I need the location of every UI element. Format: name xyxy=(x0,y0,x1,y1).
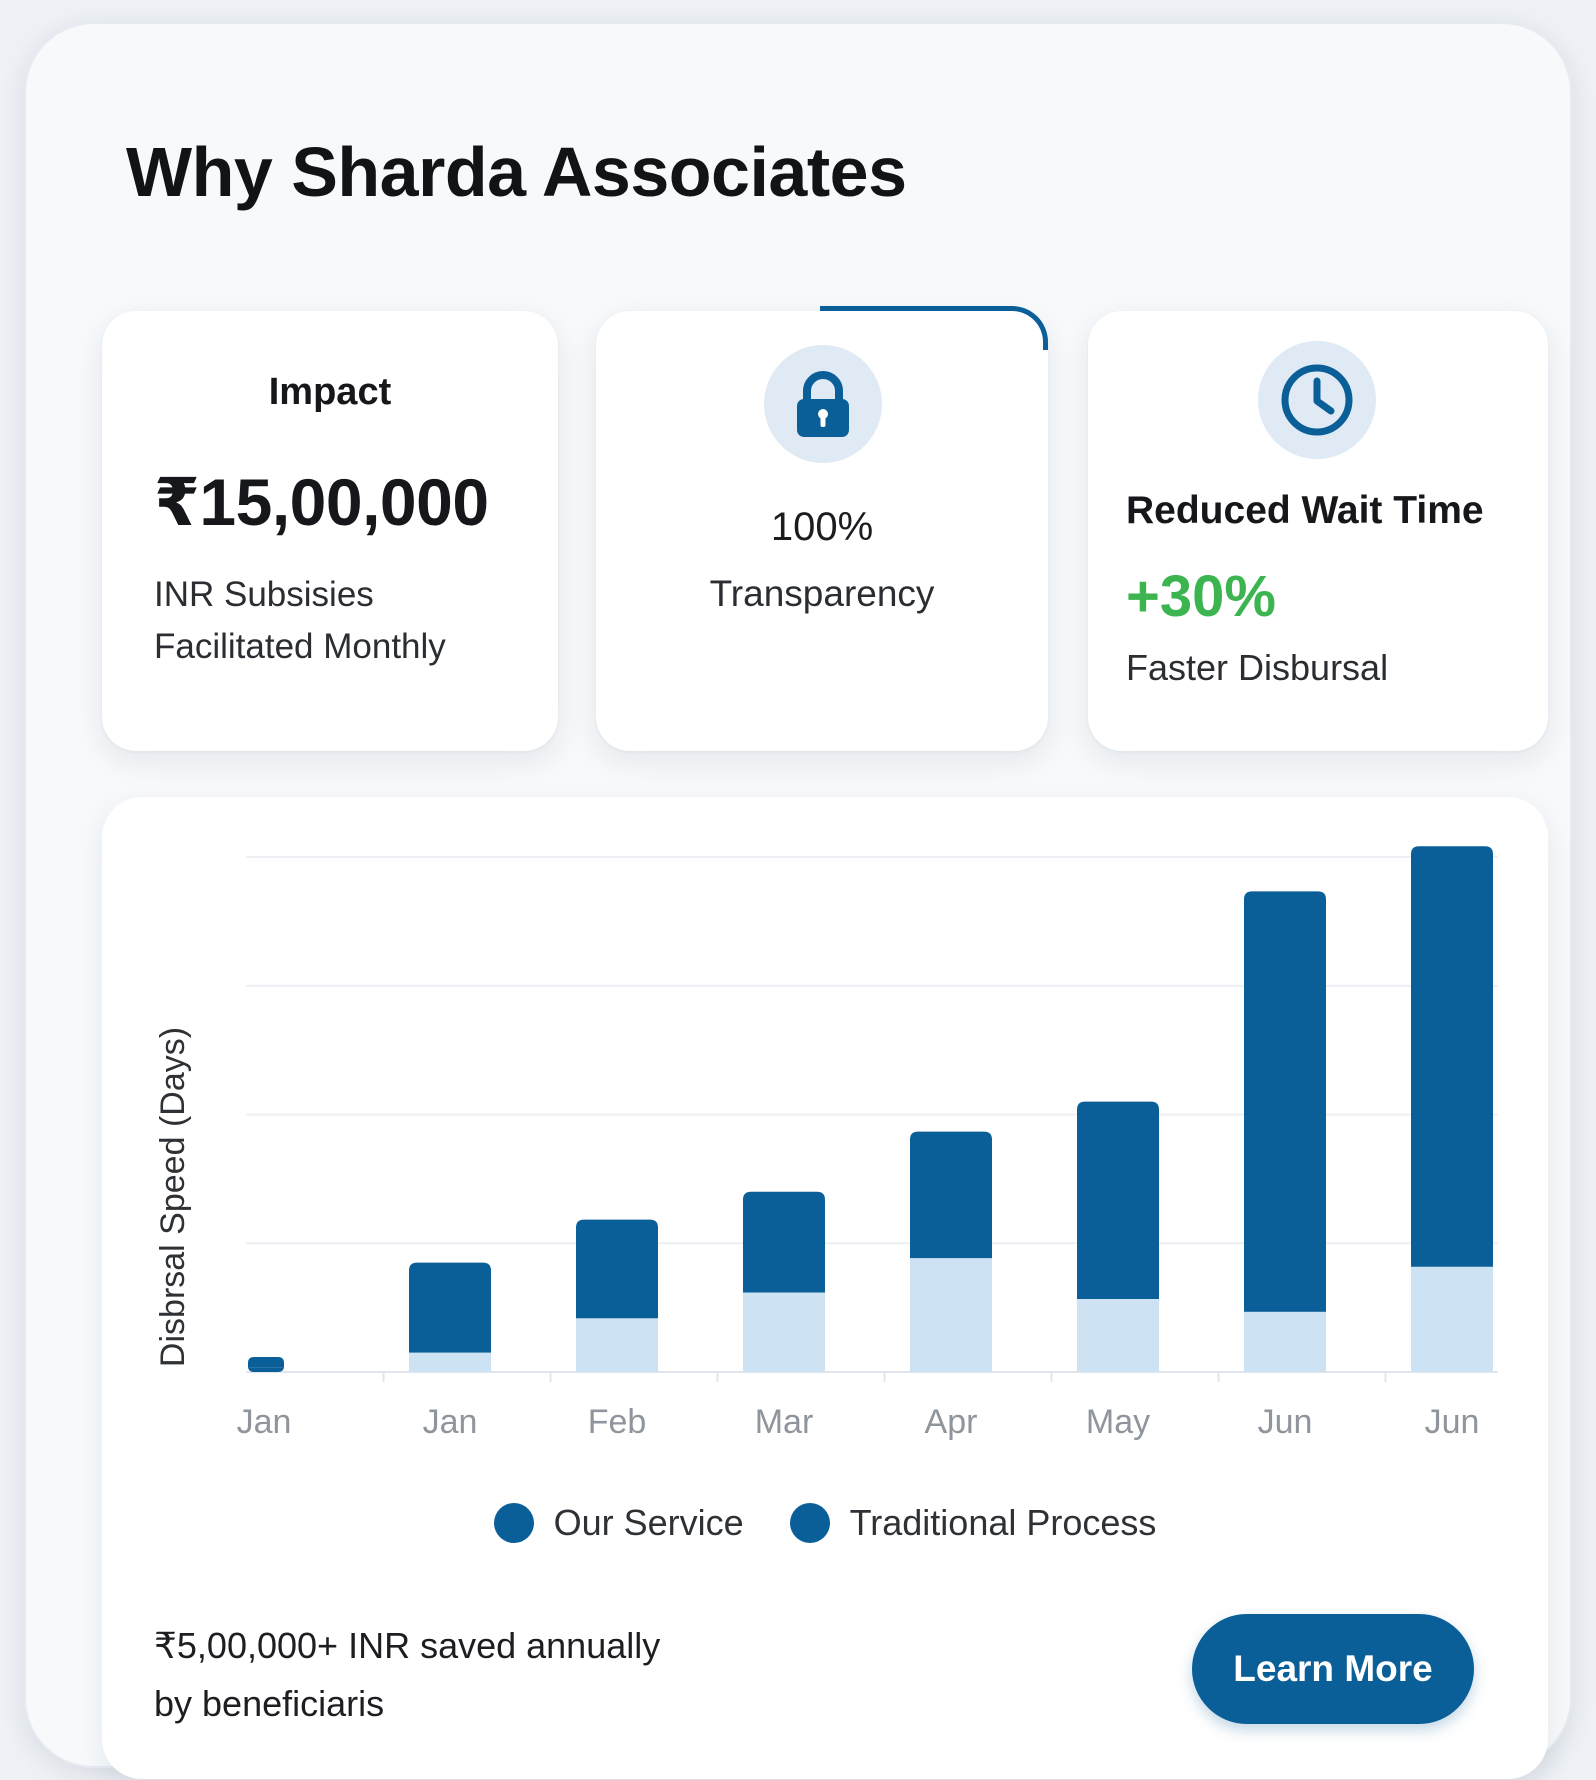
legend-dot-our-service xyxy=(494,1503,534,1543)
y-axis-label: Disbrsal Speed (Days) xyxy=(154,1026,192,1368)
impact-title: Impact xyxy=(268,371,392,413)
bar-traditional-process xyxy=(743,1192,825,1293)
x-tick-label: Jun xyxy=(1424,1403,1480,1441)
transparency-label: Transparency xyxy=(709,573,935,614)
bar-traditional-process xyxy=(1244,891,1326,1312)
bar-our-service xyxy=(910,1258,992,1372)
bar-traditional-process xyxy=(1411,846,1493,1267)
bar-traditional-process xyxy=(409,1263,491,1353)
transparency-card xyxy=(596,311,1048,751)
bar-our-service xyxy=(1077,1299,1159,1372)
bar-our-service xyxy=(1244,1312,1326,1372)
bar-our-service xyxy=(1411,1267,1493,1372)
bar-our-service xyxy=(576,1318,658,1372)
bar-our-service xyxy=(743,1293,825,1372)
learn-more-button[interactable]: Learn More xyxy=(1192,1614,1474,1724)
legend-label-our-service: Our Service xyxy=(553,1502,744,1543)
impact-description xyxy=(154,569,534,673)
accent-arc xyxy=(820,306,1048,350)
legend-label-traditional-process: Traditional Process xyxy=(849,1502,1157,1543)
savings-note-line1: ₹5,00,000+ INR saved annually xyxy=(154,1625,661,1666)
legend-dot-traditional-process xyxy=(790,1503,830,1543)
impact-description-line1: INR Subsisies xyxy=(154,575,374,614)
wait-time-label: Faster Disbursal xyxy=(1126,647,1389,688)
impact-description-line2: Facilitated Monthly xyxy=(154,627,446,666)
x-tick-label: Apr xyxy=(924,1403,978,1441)
chart-card xyxy=(102,797,1548,1779)
wait-time-card xyxy=(1088,311,1548,751)
impact-card xyxy=(102,311,558,751)
wait-time-title: Reduced Wait Time xyxy=(1126,489,1484,532)
disbursal-chart xyxy=(102,797,1548,1487)
page-title: Why Sharda Associates xyxy=(126,133,907,211)
lock-icon xyxy=(764,345,882,463)
savings-note xyxy=(154,1617,774,1733)
legend-item-traditional-process xyxy=(790,1502,1157,1544)
clock-icon xyxy=(1258,341,1376,459)
chart-legend xyxy=(102,1502,1548,1544)
x-tick-label: Mar xyxy=(754,1403,814,1441)
bar-traditional-process xyxy=(1077,1102,1159,1299)
x-tick-label: Jun xyxy=(1257,1403,1313,1441)
x-tick-label: Feb xyxy=(587,1403,647,1441)
bar-traditional-process xyxy=(910,1132,992,1259)
savings-note-line2: by beneficiaris xyxy=(154,1683,385,1724)
transparency-value: 100% xyxy=(770,505,874,549)
main-card xyxy=(24,22,1572,1768)
bar-traditional-process xyxy=(248,1357,284,1368)
x-tick-label: Jan xyxy=(236,1403,292,1441)
impact-value: ₹15,00,000 xyxy=(154,465,489,539)
x-tick-label: May xyxy=(1085,1403,1151,1441)
bar-our-service xyxy=(409,1353,491,1372)
legend-item-our-service xyxy=(494,1502,744,1544)
x-tick-label: Jan xyxy=(422,1403,478,1441)
wait-time-value: +30% xyxy=(1126,564,1276,629)
bar-traditional-process xyxy=(576,1220,658,1319)
